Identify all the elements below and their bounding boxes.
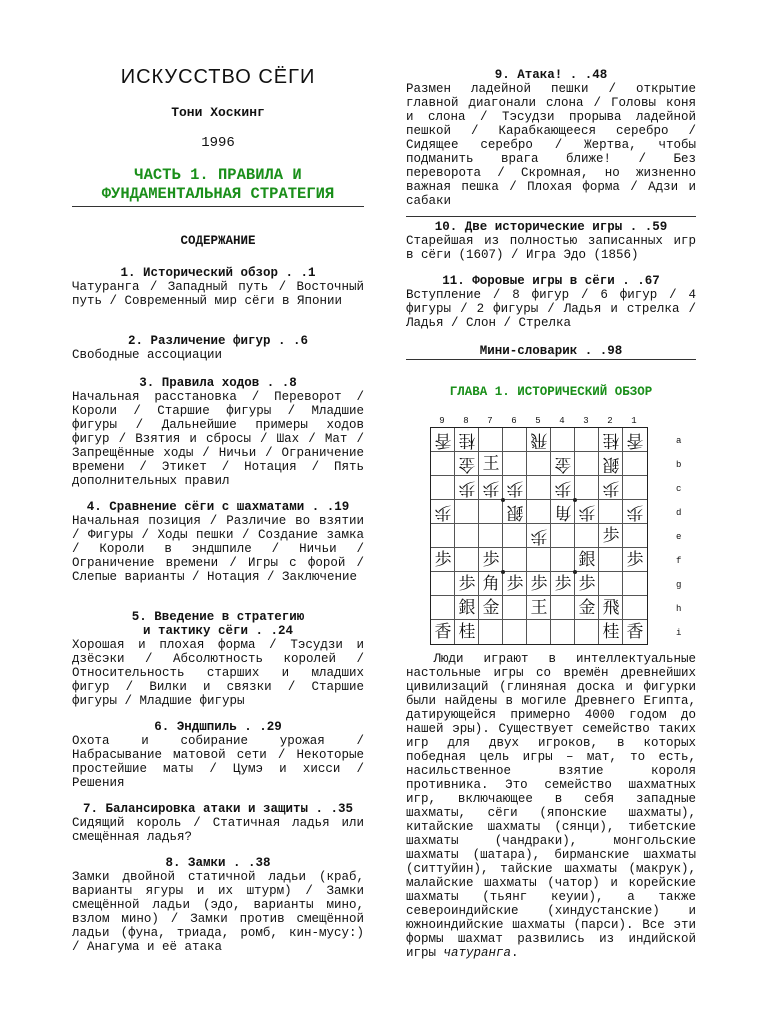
- toc-section-title: 11. Форовые игры в сёги . .67: [442, 274, 660, 288]
- board-star-point: [573, 498, 577, 502]
- board-square: [527, 620, 551, 644]
- part-heading-line2: ФУНДАМЕНТАЛЬНАЯ СТРАТЕГИЯ: [101, 185, 335, 203]
- file-label: 4: [559, 416, 565, 426]
- sente-piece: 銀: [458, 598, 476, 618]
- rank-label: h: [676, 604, 682, 614]
- board-square: [479, 620, 503, 644]
- file-label: 7: [487, 416, 493, 426]
- divider: [72, 206, 364, 207]
- gote-piece: 桂: [458, 430, 476, 450]
- gote-piece: 飛: [530, 430, 548, 450]
- gote-piece: 歩: [506, 478, 524, 498]
- board-square: [551, 428, 575, 452]
- rank-label: g: [676, 580, 682, 590]
- board-square: [599, 500, 623, 524]
- toc-section-text: Хорошая и плохая форма / Тэсудзи и дзёсэки / Абсолютность королей / Относительность старших и младших фигур / Вилки и связки / Старшие фигуры / Младшие фигуры: [72, 638, 364, 708]
- publication-year: 1996: [201, 135, 235, 151]
- toc-section-4: [72, 500, 364, 584]
- board-star-point: [501, 570, 505, 574]
- toc-section-title: 10. Две исторические игры . .59: [434, 220, 668, 234]
- board-square: [575, 524, 599, 548]
- board-square: [623, 572, 647, 596]
- file-label: 3: [583, 416, 589, 426]
- board-square: [431, 452, 455, 476]
- toc-section-11: [406, 274, 696, 330]
- part-heading: [72, 166, 364, 204]
- chapter-heading: ГЛАВА 1. ИСТОРИЧЕСКИЙ ОБЗОР: [449, 385, 653, 399]
- board-square: [503, 428, 527, 452]
- sente-piece: 金: [578, 598, 596, 618]
- board-square: [431, 572, 455, 596]
- toc-section-title-cont: и тактику сёги . .24: [142, 624, 294, 638]
- toc-section-6: [72, 720, 364, 790]
- board-square: [479, 500, 503, 524]
- board-square: [599, 548, 623, 572]
- board-square: [503, 596, 527, 620]
- board-square: [503, 524, 527, 548]
- sente-piece: 王: [530, 598, 548, 618]
- toc-section-title: 7. Балансировка атаки и защиты . .35: [82, 802, 354, 816]
- file-label: 2: [607, 416, 613, 426]
- gote-piece: 歩: [602, 478, 620, 498]
- divider: [406, 216, 696, 217]
- board-square: [455, 524, 479, 548]
- toc-section-3: [72, 376, 364, 488]
- toc-section-title: 4. Сравнение сёги с шахматами . .19: [86, 500, 350, 514]
- sente-piece: 桂: [602, 622, 620, 642]
- toc-section-1: [72, 266, 364, 308]
- gote-piece: 香: [434, 430, 452, 450]
- toc-section-text: Чатуранга / Западный путь / Восточный путь / Современный мир сёги в Японии: [72, 280, 364, 308]
- rank-label: b: [676, 460, 682, 470]
- toc-section-10: [406, 220, 696, 262]
- board-square: [527, 476, 551, 500]
- board-star-point: [573, 570, 577, 574]
- gote-piece: 歩: [530, 526, 548, 546]
- file-label: 5: [535, 416, 541, 426]
- toc-section-text: Вступление / 8 фигур / 6 фигур / 4 фигуры / 2 фигуры / Ладья и стрелка / Ладья / Слон / Стрелка: [406, 288, 696, 330]
- rank-label: d: [676, 508, 682, 518]
- chapter-paragraph-emphasis: чатуранга: [443, 946, 512, 960]
- board-square: [575, 428, 599, 452]
- toc-section-9: [406, 68, 696, 208]
- board-square: [431, 524, 455, 548]
- toc-section-text: Охота и собирание урожая / Набрасывание матовой сети / Некоторые простейшие маты / Цумэ и хисси / Решения: [72, 734, 364, 790]
- gote-piece: 歩: [554, 478, 572, 498]
- sente-piece: 歩: [482, 550, 500, 570]
- rank-label: e: [676, 532, 682, 542]
- board-square: [527, 452, 551, 476]
- chapter-paragraph-end: .: [511, 946, 519, 960]
- file-label: 8: [463, 416, 469, 426]
- file-label: 6: [511, 416, 517, 426]
- board-square: [623, 596, 647, 620]
- toc-section-title: Мини-словарик . .98: [479, 344, 623, 358]
- board-square: [599, 572, 623, 596]
- toc-section-title: 5. Введение в стратегию: [131, 610, 305, 624]
- toc-section-text: Начальная расстановка / Переворот / Короли / Старшие фигуры / Младшие фигуры / Дальнейшие примеры ходов фигур / Взятия и сбросы / Шах / Мат / Запрещённые ходы / Ничьи / Ограничение времени / Этикет / Нотация / Пять дополнительных правил: [72, 390, 364, 488]
- toc-section-title: 1. Исторический обзор . .1: [120, 266, 316, 280]
- chapter-body: [406, 652, 696, 960]
- board-square: [479, 428, 503, 452]
- board-square: [623, 524, 647, 548]
- board-square: [455, 548, 479, 572]
- board-square: [455, 500, 479, 524]
- gote-piece: 銀: [602, 454, 620, 474]
- sente-piece: 金: [482, 598, 500, 618]
- toc-section-8: [72, 856, 364, 954]
- toc-section-text: Сидящий король / Статичная ладья или смещённая ладья?: [72, 816, 364, 844]
- board-square: [551, 620, 575, 644]
- board-star-point: [501, 498, 505, 502]
- toc-section-title: 3. Правила ходов . .8: [139, 376, 297, 390]
- divider: [406, 359, 696, 360]
- board-square: [503, 452, 527, 476]
- board-square: [503, 548, 527, 572]
- sente-piece: 歩: [626, 550, 644, 570]
- board-square: [575, 452, 599, 476]
- toc-section-7: [72, 802, 364, 844]
- gote-piece: 歩: [482, 478, 500, 498]
- rank-label: c: [676, 484, 682, 494]
- chapter-paragraph: [406, 652, 696, 960]
- board-square: [551, 548, 575, 572]
- board-square: [527, 500, 551, 524]
- sente-piece: 歩: [554, 574, 572, 594]
- toc-section-text: Свободные ассоциации: [72, 348, 223, 362]
- toc-section-text: Размен ладейной пешки / открытие главной диагонали слона / Головы коня и слона / Тэсудзи прорыва ладейной пешкой / Карабкающееся серебро / Сидящее серебро / Жертва, чтобы подманить врага ближе! / Без переворота / Скромная, но жизненно важная пешка / Плохая форма / Адзи и сабаки: [406, 82, 696, 208]
- gote-piece: 歩: [626, 502, 644, 522]
- board-square: [551, 596, 575, 620]
- sente-piece: 歩: [434, 550, 452, 570]
- sente-piece: 角: [482, 574, 500, 594]
- book-title: ИСКУССТВО СЁГИ: [120, 66, 316, 88]
- sente-piece: 歩: [578, 574, 596, 594]
- toc-section-5: [72, 610, 364, 708]
- board-square: [503, 620, 527, 644]
- toc-section-text: Начальная позиция / Различие во взятии / Фигуры / Ходы пешки / Создание замка / Короли в эндшпиле / Ничьи / Ограничение времени / Игры с форой / Слепые варианты / Нотация / Заключение: [72, 514, 364, 584]
- rank-label: a: [676, 436, 682, 446]
- sente-piece: 歩: [602, 526, 620, 546]
- board-square: [431, 476, 455, 500]
- file-labels: [430, 414, 670, 426]
- sente-piece: 桂: [458, 622, 476, 642]
- gote-piece: 歩: [578, 502, 596, 522]
- sente-piece: 香: [626, 622, 644, 642]
- sente-piece: 銀: [578, 550, 596, 570]
- contents-heading: СОДЕРЖАНИЕ: [180, 234, 256, 248]
- gote-piece: 金: [554, 454, 572, 474]
- shogi-board: [430, 427, 648, 645]
- board-square: [479, 524, 503, 548]
- gote-piece: 歩: [434, 502, 452, 522]
- rank-label: f: [676, 556, 682, 566]
- file-label: 1: [631, 416, 637, 426]
- toc-section-text: Замки двойной статичной ладьи (краб, варианты ягуры и их штурм) / Замки смещённой ладьи (эдо, варианты мино, взлом мино) / Замки против смещённой ладьи (фуна, триада, ромб, кин-мусу:) / Анагума и её атака: [72, 870, 364, 954]
- toc-section-title: 2. Различение фигур . .6: [127, 334, 309, 348]
- board-square: [623, 452, 647, 476]
- gote-piece: 歩: [458, 478, 476, 498]
- sente-piece: 飛: [602, 598, 620, 618]
- gote-piece: 金: [458, 454, 476, 474]
- sente-piece: 王: [482, 454, 500, 474]
- board-square: [431, 596, 455, 620]
- sente-piece: 香: [434, 622, 452, 642]
- chapter-paragraph-text: Люди играют в интеллектуальные настольные игры со времён древнейших цивилизаций (глиняная доска и фигурки были найдены в могиле Древнего Египта, датирующейся примерно 4000 годом до нашей эры). Существует семейство таких игр для двух игроков, в которых победная цель игры – мат, то есть, насильственное взятие короля противника. Это семейство шахматных игр, включающее в себя западные шахматы, сёги (японские шахматы), китайские шахматы (сянци), тибетские шахматы (чандраки), монгольские шахматы (шатара), бирманские шахматы (ситтуйин), тайские шахматы (макрук), малайские шахматы (чатор) и корейские шахматы (тьянг кеуии), а также североиндийские (хиндустанские) и южноиндийские шахматы (парси). Все эти формы шахмат развились из индийской игры: [406, 652, 696, 960]
- gote-piece: 銀: [506, 502, 524, 522]
- board-square: [623, 476, 647, 500]
- board-square: [527, 548, 551, 572]
- gote-piece: 角: [554, 502, 572, 522]
- toc-section-glossary: [406, 344, 696, 358]
- board-square: [575, 476, 599, 500]
- sente-piece: 歩: [506, 574, 524, 594]
- sente-piece: 歩: [458, 574, 476, 594]
- toc-section-2: [72, 334, 364, 362]
- gote-piece: 桂: [602, 430, 620, 450]
- sente-piece: 歩: [530, 574, 548, 594]
- toc-section-text: Старейшая из полностью записанных игр в сёги (1607) / Игра Эдо (1856): [406, 234, 696, 262]
- toc-section-title: 8. Замки . .38: [165, 856, 271, 870]
- file-label: 9: [439, 416, 445, 426]
- part-heading-line1: ЧАСТЬ 1. ПРАВИЛА И: [134, 166, 302, 184]
- author-name: Тони Хоскинг: [171, 105, 265, 120]
- board-square: [575, 620, 599, 644]
- board-square: [551, 524, 575, 548]
- rank-label: i: [676, 628, 682, 638]
- gote-piece: 香: [626, 430, 644, 450]
- toc-section-title: 9. Атака! . .48: [494, 68, 608, 82]
- toc-section-title: 6. Эндшпиль . .29: [154, 720, 282, 734]
